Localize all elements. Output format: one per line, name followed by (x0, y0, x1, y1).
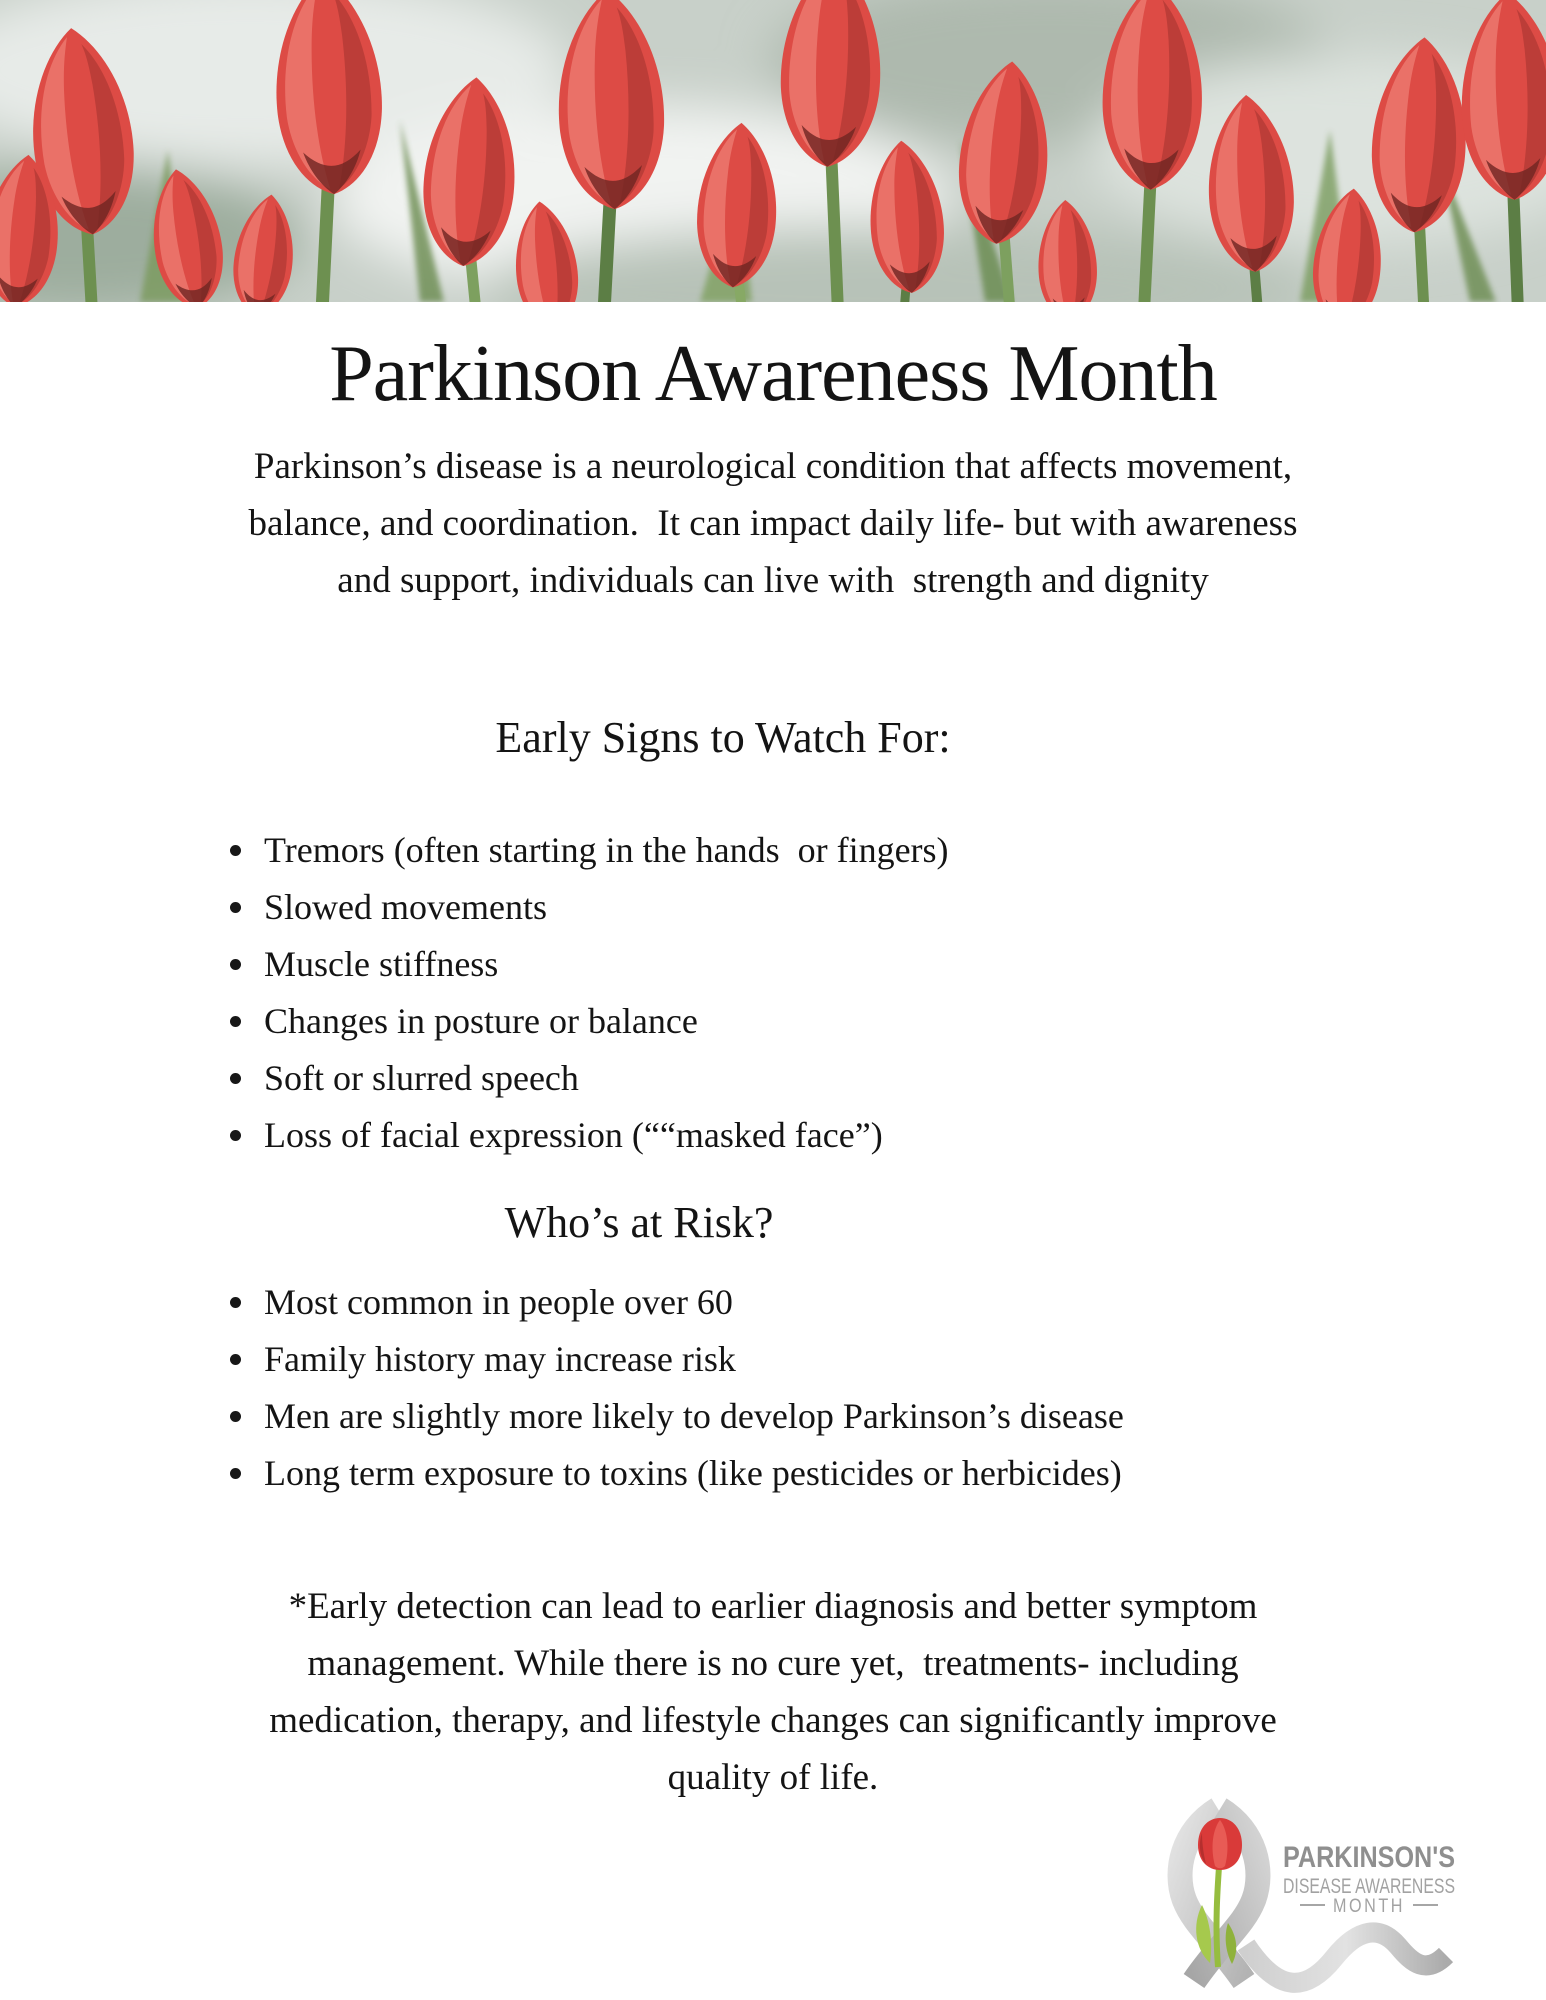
bullet-dot (230, 902, 241, 913)
list-item-text: Long term exposure to toxins (like pesticides or herbicides) (264, 1453, 1122, 1493)
list-item (230, 936, 1546, 993)
list-item-text: Soft or slurred speech (264, 1058, 579, 1098)
logo-title-text: PARKINSON'S (1283, 1841, 1455, 1874)
early-signs-list (0, 822, 1546, 1164)
intro-paragraph (0, 438, 1546, 609)
bullet-dot (230, 1016, 241, 1027)
list-item (230, 1107, 1546, 1164)
page-title: Parkinson Awareness Month (329, 330, 1217, 418)
note-line: quality of life. (667, 1757, 879, 1798)
list-item (230, 1331, 1546, 1388)
list-item (230, 1050, 1546, 1107)
bullet-dot (230, 845, 241, 856)
tulip-banner-image (0, 0, 1546, 302)
bullet-dot (230, 1468, 241, 1479)
list-item-text: Slowed movements (264, 887, 547, 927)
note-line: medication, therapy, and lifestyle changes can significantly improve (269, 1700, 1277, 1741)
list-item-text: Muscle stiffness (264, 944, 499, 984)
footer-note (0, 1578, 1546, 1806)
list-item (230, 1388, 1546, 1445)
list-item (230, 993, 1546, 1050)
note-line: management. While there is no cure yet, treatments- including (307, 1643, 1239, 1684)
list-item-text: Loss of facial expression (““masked face”) (264, 1115, 883, 1155)
tulip-icon (1196, 1818, 1242, 1967)
intro-line: and support, individuals can live with strength and dignity (337, 560, 1209, 601)
bullet-dot (230, 1130, 241, 1141)
note-line: *Early detection can lead to earlier diagnosis and better symptom (288, 1586, 1258, 1627)
bullet-dot (230, 1073, 241, 1084)
risk-list (0, 1274, 1546, 1502)
risk-heading: Who’s at Risk? (504, 1198, 774, 1247)
list-item-text: Most common in people over 60 (264, 1282, 733, 1322)
list-item-text: Tremors (often starting in the hands or fingers) (264, 830, 949, 870)
intro-line: Parkinson’s disease is a neurological condition that affects movement, (253, 446, 1293, 487)
list-item (230, 879, 1546, 936)
bullet-dot (230, 1354, 241, 1365)
parkinsons-awareness-month-logo (1140, 1795, 1490, 2000)
intro-line: balance, and coordination. It can impact daily life- but with awareness (248, 503, 1298, 544)
list-item-text: Family history may increase risk (264, 1339, 736, 1379)
logo-subtitle-text: DISEASE AWARENESS (1283, 1875, 1455, 1898)
early-signs-heading: Early Signs to Watch For: (495, 713, 951, 762)
list-item-text: Men are slightly more likely to develop Parkinson’s disease (264, 1396, 1124, 1436)
logo-month-text: MONTH (1333, 1896, 1405, 1917)
list-item (230, 1274, 1546, 1331)
bullet-dot (230, 959, 241, 970)
list-item (230, 1445, 1546, 1502)
list-item (230, 822, 1546, 879)
bullet-dot (230, 1297, 241, 1308)
bullet-dot (230, 1411, 241, 1422)
list-item-text: Changes in posture or balance (264, 1001, 698, 1041)
